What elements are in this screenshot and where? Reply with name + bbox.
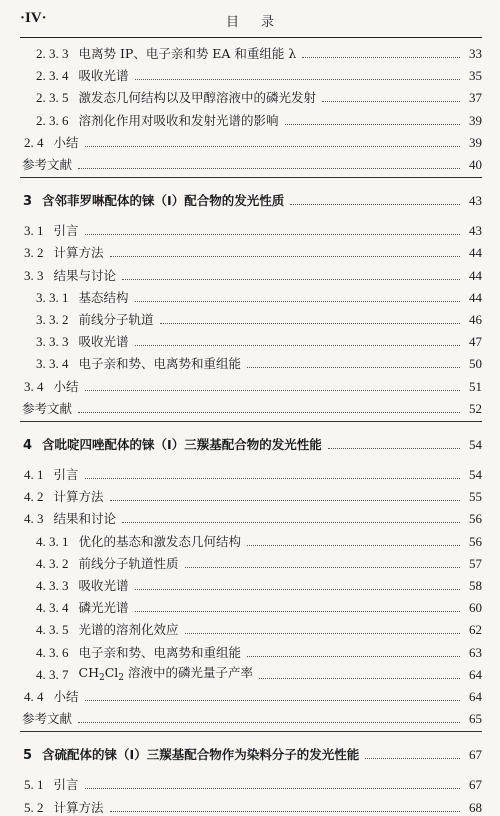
entry-number: 5 <box>23 748 33 764</box>
running-title: 目录 <box>225 15 296 30</box>
toc-entry[interactable] <box>20 62 482 84</box>
entry-page-number: 54 <box>469 467 482 482</box>
entry-number: 3. 2 <box>24 245 44 261</box>
entry-number: 4. 3. 5 <box>36 622 69 638</box>
entry-page-number: 43 <box>469 223 482 239</box>
entry-title: 计算方法 <box>53 245 104 261</box>
dot-leader <box>160 323 460 324</box>
entry-title: 参考文献 <box>22 157 73 172</box>
entry-title: 结果和讨论 <box>53 511 117 527</box>
toc-entry[interactable] <box>20 572 482 594</box>
toc-entry[interactable] <box>20 683 482 705</box>
entry-number: 2. 3. 3 <box>36 46 69 61</box>
toc-entry[interactable] <box>20 84 482 106</box>
entry-page-number: 46 <box>469 312 482 327</box>
entry-title: 优化的基态和激发态几何结构 <box>78 533 242 549</box>
entry-page-number: 47 <box>469 334 482 350</box>
entry-number: 2. 3. 5 <box>36 90 69 106</box>
toc-entry[interactable] <box>20 306 482 328</box>
dot-leader <box>85 788 460 789</box>
dot-leader <box>85 146 460 147</box>
entry-number: 3. 3. 1 <box>36 289 69 305</box>
entry-page-number: 54 <box>469 437 482 452</box>
dot-leader <box>185 567 460 568</box>
entry-title: 小结 <box>53 689 79 704</box>
entry-title: 计算方法 <box>53 489 104 505</box>
toc-entry[interactable] <box>20 771 482 793</box>
entry-number: 4. 3. 1 <box>36 533 69 549</box>
entry-title: 引言 <box>53 223 79 239</box>
dot-leader <box>110 500 460 501</box>
entry-page-number: 33 <box>469 46 482 61</box>
entry-number: 3. 4 <box>24 378 44 394</box>
entry-page-number: 44 <box>469 267 482 283</box>
dot-leader <box>78 722 460 723</box>
page-number: ·IV· <box>20 10 47 26</box>
entry-number: 4. 1 <box>24 467 44 482</box>
entry-title: 含邻菲罗啉配体的铼（Ⅰ）配合物的发光性质 <box>42 193 285 209</box>
entry-number: 2. 3. 4 <box>36 68 69 84</box>
entry-page-number: 43 <box>469 193 482 209</box>
toc-entry[interactable] <box>20 239 482 261</box>
entry-title: 激发态几何结构以及甲醇溶液中的磷光发射 <box>78 90 317 106</box>
toc-entry[interactable] <box>20 505 482 527</box>
entry-page-number: 55 <box>469 489 482 505</box>
dot-leader <box>110 256 460 257</box>
dot-leader <box>85 700 460 701</box>
entry-page-number: 52 <box>469 400 482 416</box>
toc-entry[interactable] <box>20 461 482 483</box>
entry-number: 4. 3. 2 <box>36 555 69 571</box>
dot-leader <box>122 279 460 280</box>
entry-title: 小结 <box>53 378 79 394</box>
dot-leader <box>259 678 460 679</box>
entry-number: 4. 3. 4 <box>36 600 69 616</box>
entry-page-number: 65 <box>469 711 482 727</box>
toc-entry[interactable] <box>20 483 482 505</box>
entry-number: 2. 3. 6 <box>36 112 69 128</box>
entry-number: 3. 3. 4 <box>36 356 69 372</box>
dot-leader <box>247 545 460 546</box>
dot-leader <box>135 301 460 302</box>
entry-title: 计算方法 <box>53 799 104 815</box>
entry-number: 4. 3. 3 <box>36 578 69 593</box>
entry-number: 5. 1 <box>24 777 44 793</box>
entry-title: 磷光光谱 <box>78 600 129 616</box>
dot-leader <box>290 204 460 205</box>
entry-page-number: 44 <box>469 289 482 305</box>
entry-title: 吸收光谱 <box>78 578 129 593</box>
dot-leader <box>135 345 460 346</box>
dot-leader <box>78 168 460 169</box>
entry-page-number: 67 <box>469 777 482 793</box>
toc-entry[interactable] <box>20 616 482 638</box>
chapter-separator <box>20 177 482 178</box>
entry-title: 前线分子轨道 <box>78 312 154 327</box>
entry-number: 3 <box>23 194 33 210</box>
entry-page-number: 37 <box>469 90 482 106</box>
dot-leader <box>302 57 460 58</box>
entry-number: 4. 3. 7 <box>36 666 69 682</box>
entry-number: 3. 3. 2 <box>36 312 69 327</box>
toc-chapter-entry[interactable] <box>20 185 482 209</box>
dot-leader <box>247 656 460 657</box>
entry-title: 电离势 IP、电子亲和势 EA 和重组能 λ <box>78 46 297 61</box>
entry-title: 吸收光谱 <box>78 334 129 350</box>
toc-entry[interactable] <box>20 107 482 129</box>
entry-title: 光谱的溶剂化效应 <box>78 622 179 638</box>
entry-title: 基态结构 <box>78 289 129 305</box>
toc-entry[interactable] <box>20 639 482 661</box>
toc-entry[interactable] <box>20 794 482 816</box>
entry-page-number: 64 <box>469 666 482 682</box>
dot-leader <box>110 811 460 812</box>
entry-number: 3. 3. 3 <box>36 334 69 350</box>
entry-page-number: 64 <box>469 689 482 704</box>
entry-title: 吸收光谱 <box>78 68 129 84</box>
entry-title: 参考文献 <box>22 711 73 727</box>
entry-page-number: 51 <box>469 378 482 394</box>
entry-page-number: 35 <box>469 68 482 84</box>
dot-leader <box>135 589 460 590</box>
dot-leader <box>135 611 460 612</box>
entry-page-number: 68 <box>469 799 482 815</box>
toc-chapter-entry[interactable] <box>20 429 482 453</box>
toc-entry[interactable] <box>20 40 482 62</box>
entry-number: 5. 2 <box>24 799 44 815</box>
entry-number: 2. 4 <box>24 134 44 150</box>
dot-leader <box>247 367 460 368</box>
entry-title: 引言 <box>53 467 79 482</box>
dot-leader <box>285 124 460 125</box>
toc-references-entry[interactable] <box>20 705 482 727</box>
entry-title: 结果与讨论 <box>53 267 117 283</box>
entry-title: 溶剂化作用对吸收和发射光谱的影响 <box>78 112 279 128</box>
entry-title: 小结 <box>53 134 79 150</box>
dot-leader <box>365 758 460 759</box>
toc-entry[interactable] <box>20 217 482 239</box>
toc-entry[interactable] <box>20 550 482 572</box>
entry-page-number: 63 <box>469 644 482 660</box>
entry-number: 4. 2 <box>24 489 44 505</box>
entry-title: 电子亲和势、电离势和重组能 <box>78 644 242 660</box>
dot-leader <box>85 390 460 391</box>
toc-entry[interactable] <box>20 129 482 151</box>
entry-title: 参考文献 <box>22 400 73 416</box>
toc-references-entry[interactable] <box>20 151 482 173</box>
entry-page-number: 44 <box>469 245 482 261</box>
entry-number: 4. 3 <box>24 511 44 527</box>
toc-entry[interactable] <box>20 373 482 395</box>
entry-page-number: 39 <box>469 134 482 150</box>
dot-leader <box>135 79 460 80</box>
entry-page-number: 56 <box>469 533 482 549</box>
entry-number: 4. 4 <box>24 689 44 704</box>
toc-entry[interactable] <box>20 528 482 550</box>
chapter-separator <box>20 731 482 732</box>
entry-title: 含硫配体的铼（Ⅰ）三羰基配合物作为染料分子的发光性能 <box>42 747 360 763</box>
dot-leader <box>185 633 460 634</box>
page-header <box>0 0 500 38</box>
dot-leader <box>78 412 460 413</box>
entry-number: 3. 1 <box>24 223 44 239</box>
dot-leader <box>122 522 460 523</box>
entry-number: 4. 3. 6 <box>36 644 69 660</box>
entry-page-number: 60 <box>469 600 482 616</box>
entry-number: 4 <box>23 438 33 453</box>
dot-leader <box>322 101 460 102</box>
entry-page-number: 67 <box>469 747 482 763</box>
dot-leader <box>85 234 460 235</box>
entry-page-number: 58 <box>469 578 482 593</box>
entry-number: 3. 3 <box>24 267 44 283</box>
entry-title: 含吡啶四唑配体的铼（Ⅰ）三羰基配合物的发光性能 <box>42 437 322 452</box>
entry-title: $CH_2Cl_2$ 溶液中的磷光量子产率 <box>78 664 253 683</box>
entry-page-number: 39 <box>469 112 482 128</box>
dot-leader <box>85 478 460 479</box>
toc-references-entry[interactable] <box>20 395 482 417</box>
entry-page-number: 57 <box>469 555 482 571</box>
toc-entry[interactable] <box>20 594 482 616</box>
entry-page-number: 62 <box>469 622 482 638</box>
entry-title: 电子亲和势、电离势和重组能 <box>78 356 242 372</box>
toc-entry[interactable] <box>20 328 482 350</box>
toc-entry[interactable] <box>20 262 482 284</box>
entry-page-number: 56 <box>469 511 482 527</box>
dot-leader <box>328 448 460 449</box>
entry-page-number: 40 <box>469 157 482 172</box>
toc-entry[interactable] <box>20 661 482 683</box>
toc-chapter-entry[interactable] <box>20 739 482 763</box>
toc-entry[interactable] <box>20 284 482 306</box>
toc-entry[interactable] <box>20 350 482 372</box>
header-rule <box>20 37 482 38</box>
entry-title: 前线分子轨道性质 <box>78 555 179 571</box>
chapter-separator <box>20 421 482 422</box>
entry-title: 引言 <box>53 777 79 793</box>
entry-page-number: 50 <box>469 356 482 372</box>
